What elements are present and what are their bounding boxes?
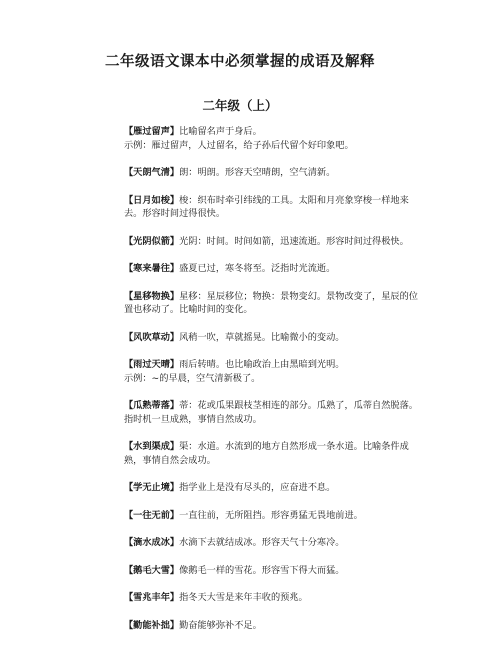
idiom-entry [124, 536, 424, 550]
idiom-term: 【雪兆丰年】 [124, 592, 180, 603]
idiom-entry [124, 481, 424, 495]
idiom-term: 【星移物换】 [124, 290, 180, 302]
idiom-definition-line [124, 290, 424, 317]
idiom-definition-line [124, 619, 424, 633]
idiom-entry [124, 509, 424, 523]
idiom-definition: 指冬天大雪是来年丰收的预兆。 [179, 592, 308, 603]
idiom-definition: 梭：织布时牵引纬线的工具。太阳和月亮象穿梭一样地来去。形容时间过得很快。 [124, 194, 409, 219]
idiom-term: 【雁过留声】 [124, 126, 180, 137]
idiom-term: 【滴水成冰】 [124, 537, 180, 548]
idiom-definition: 光阴：时间。时间如箭，迅速流逝。形容时间过得极快。 [179, 235, 409, 247]
idiom-list [124, 125, 424, 646]
idiom-definition: 指学业上是没有尽头的，应奋进不息。 [179, 482, 336, 493]
idiom-definition: 水滴下去就结成冰。形容天气十分寒冷。 [179, 537, 345, 548]
idiom-definition-line [124, 125, 424, 139]
idiom-entry [124, 591, 424, 605]
idiom-entry [124, 619, 424, 633]
idiom-definition-line [124, 481, 424, 495]
idiom-term: 【光阴似箭】 [124, 235, 180, 247]
idiom-entry [124, 290, 424, 317]
idiom-term: 【瓜熟蒂落】 [124, 400, 180, 411]
idiom-entry [124, 331, 424, 345]
idiom-term: 【一往无前】 [124, 509, 180, 521]
idiom-example: 示例：~的早晨，空气清新极了。 [124, 372, 261, 384]
idiom-term: 【风吹草动】 [124, 331, 180, 343]
idiom-definition-line [124, 262, 424, 276]
idiom-definition-line [124, 440, 424, 467]
idiom-definition: 风稍一吹，草就摇晃。比喻微小的变动。 [179, 331, 345, 343]
idiom-term: 【天朗气清】 [124, 167, 180, 178]
idiom-definition: 一直往前，无所阻挡。形容勇猛无畏地前进。 [179, 509, 363, 521]
idiom-entry [124, 194, 424, 221]
idiom-definition-line [124, 509, 424, 523]
idiom-definition: 盛夏已过，寒冬将至。泛指时光流逝。 [179, 263, 336, 274]
idiom-entry [124, 358, 424, 385]
idiom-entry [124, 399, 424, 426]
idiom-definition-line [124, 166, 424, 180]
idiom-definition: 比喻留名声于身后。 [179, 126, 262, 137]
idiom-definition: 星移：星辰移位；物换：景物变幻。景物改变了，星辰的位置也移动了。比喻时间的变化。 [124, 290, 418, 315]
idiom-example: 示例：雁过留声，人过留名，给子孙后代留个好印象吧。 [124, 139, 354, 151]
idiom-entry [124, 440, 424, 467]
document-title: 二年级语文课本中必须掌握的成语及解释 [105, 54, 375, 70]
idiom-definition-line [124, 536, 424, 550]
idiom-definition: 渠：水道。水流到的地方自然形成一条水道。比喻条件成熟，事情自然会成功。 [124, 441, 409, 466]
idiom-definition-line [124, 358, 424, 372]
idiom-definition-line [124, 235, 424, 249]
idiom-entry [124, 262, 424, 276]
idiom-term: 【鹅毛大雪】 [124, 564, 180, 576]
idiom-definition-line [124, 194, 424, 221]
idiom-entry [124, 125, 424, 152]
idiom-term: 【学无止境】 [124, 482, 180, 493]
idiom-definition: 蒂：花或瓜果跟枝茎相连的部分。瓜熟了，瓜蒂自然脱落。指时机一旦成熟，事情自然成功。 [124, 400, 418, 425]
idiom-term: 【雨过天晴】 [124, 359, 180, 370]
idiom-entry [124, 564, 424, 578]
idiom-definition-line [124, 399, 424, 426]
idiom-definition: 像鹅毛一样的雪花。形容雪下得大而猛。 [179, 564, 345, 576]
section-heading: 二年级（上） [202, 98, 278, 113]
idiom-term: 【水到渠成】 [124, 441, 180, 452]
idiom-entry [124, 166, 424, 180]
idiom-term: 【勤能补拙】 [124, 619, 180, 631]
idiom-definition-line [124, 564, 424, 578]
idiom-term: 【寒来暑往】 [124, 263, 180, 274]
idiom-definition: 雨后转晴。也比喻政治上由黑暗到光明。 [179, 359, 345, 370]
idiom-term: 【日月如梭】 [124, 194, 180, 206]
idiom-entry [124, 235, 424, 249]
idiom-definition-line [124, 591, 424, 605]
idiom-definition: 朗：明朗。形容天空晴朗，空气清新。 [179, 167, 336, 178]
idiom-definition: 勤奋能够弥补不足。 [179, 619, 262, 631]
idiom-definition-line [124, 331, 424, 345]
